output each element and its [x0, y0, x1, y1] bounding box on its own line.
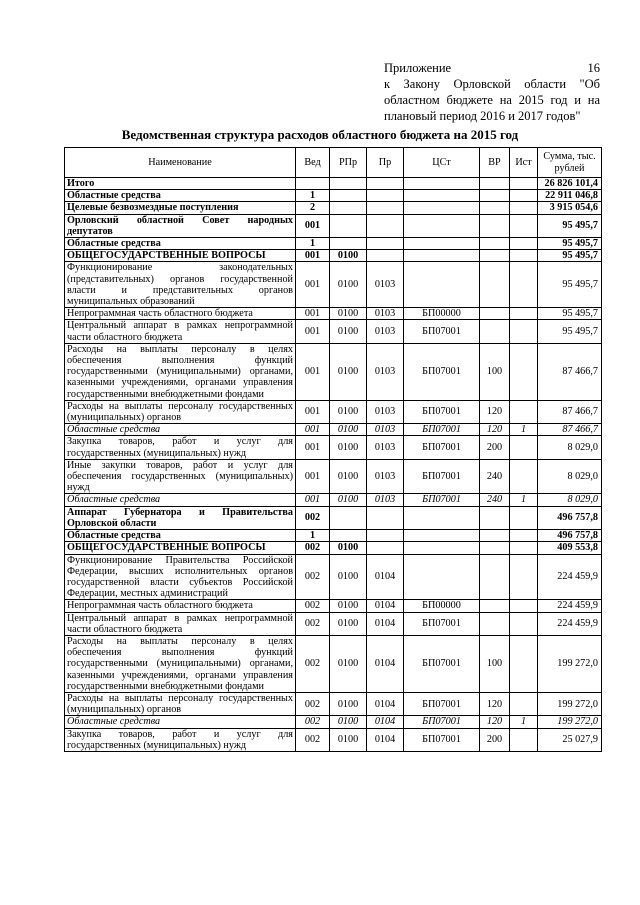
cell-sum: 199 272,0 — [538, 635, 602, 692]
cell-sum: 25 027,9 — [538, 728, 602, 751]
cell-ved — [296, 178, 330, 190]
cell-cst — [404, 190, 480, 202]
cell-name: Областные средства — [65, 190, 296, 202]
cell-cst: БП00000 — [404, 308, 480, 320]
cell-name: Центральный аппарат в рамках непрограммной части областного бюджета — [65, 320, 296, 343]
table-row — [65, 692, 602, 715]
cell-pr — [367, 238, 404, 250]
cell-ist — [510, 308, 538, 320]
cell-vr: 100 — [480, 343, 510, 400]
cell-pr: 0104 — [367, 716, 404, 728]
cell-ist — [510, 459, 538, 494]
cell-rpr: 0100 — [330, 728, 367, 751]
table-row — [65, 494, 602, 506]
table-row — [65, 716, 602, 728]
cell-name: Функционирование законодательных (представительных) органов государственной власти и представительных органов муниципальных образований — [65, 262, 296, 308]
cell-name: Расходы на выплаты персоналу в целях обеспечения выполнения функций государственными (муниципальными) органами, казенными учреждениями, органами управления государственными внебюджетными фондами — [65, 635, 296, 692]
cell-sum: 26 826 101,4 — [538, 178, 602, 190]
cell-pr: 0103 — [367, 459, 404, 494]
cell-cst: БП07001 — [404, 728, 480, 751]
cell-ist — [510, 635, 538, 692]
appendix-line: областном бюджете на 2015 год и на — [384, 93, 600, 107]
cell-sum: 3 915 054,6 — [538, 202, 602, 214]
cell-ved: 1 — [296, 190, 330, 202]
cell-cst: БП07001 — [404, 612, 480, 635]
cell-rpr: 0100 — [330, 554, 367, 600]
cell-rpr: 0100 — [330, 716, 367, 728]
cell-vr — [480, 600, 510, 612]
cell-pr — [367, 214, 404, 237]
cell-ved: 002 — [296, 542, 330, 554]
cell-vr: 120 — [480, 400, 510, 423]
cell-rpr: 0100 — [330, 600, 367, 612]
cell-ist — [510, 728, 538, 751]
cell-cst — [404, 202, 480, 214]
cell-sum: 87 466,7 — [538, 424, 602, 436]
appendix-note — [384, 60, 600, 124]
cell-cst — [404, 214, 480, 237]
cell-sum: 8 029,0 — [538, 459, 602, 494]
cell-pr: 0104 — [367, 600, 404, 612]
table-row — [65, 424, 602, 436]
cell-vr — [480, 612, 510, 635]
cell-ved: 002 — [296, 692, 330, 715]
table-row — [65, 320, 602, 343]
cell-ved: 001 — [296, 424, 330, 436]
cell-pr — [367, 190, 404, 202]
cell-ist — [510, 506, 538, 529]
cell-cst: БП07001 — [404, 436, 480, 459]
cell-vr — [480, 250, 510, 262]
cell-pr — [367, 250, 404, 262]
cell-cst — [404, 238, 480, 250]
cell-vr: 120 — [480, 424, 510, 436]
cell-name: Расходы на выплаты персоналу в целях обеспечения выполнения функций государственными (муниципальными) органами, казенными учреждениями, органами управления государственными внебюджетными фондами — [65, 343, 296, 400]
cell-pr — [367, 506, 404, 529]
cell-rpr: 0100 — [330, 250, 367, 262]
cell-sum: 87 466,7 — [538, 400, 602, 423]
appendix-line: к Закону Орловской области "Об — [384, 77, 600, 91]
cell-cst: БП07001 — [404, 459, 480, 494]
cell-ist — [510, 436, 538, 459]
cell-ist — [510, 400, 538, 423]
cell-ved: 001 — [296, 436, 330, 459]
table-row — [65, 436, 602, 459]
cell-ved: 001 — [296, 343, 330, 400]
cell-name: Аппарат Губернатора и Правительства Орловской области — [65, 506, 296, 529]
cell-ist — [510, 250, 538, 262]
cell-ist — [510, 542, 538, 554]
cell-name: Функционирование Правительства Российской Федерации, высших исполнительных органов государственной власти субъектов Российской Федерации, местных администраций — [65, 554, 296, 600]
cell-name: Областные средства — [65, 238, 296, 250]
table-row — [65, 600, 602, 612]
cell-cst: БП07001 — [404, 692, 480, 715]
col-header-pr: Пр — [367, 148, 404, 178]
table-row — [65, 400, 602, 423]
table-row — [65, 262, 602, 308]
cell-vr — [480, 530, 510, 542]
cell-rpr — [330, 530, 367, 542]
cell-name: Иные закупки товаров, работ и услуг для обеспечения государственных (муниципальных) нужд — [65, 459, 296, 494]
cell-cst — [404, 554, 480, 600]
cell-vr: 200 — [480, 436, 510, 459]
cell-sum: 87 466,7 — [538, 343, 602, 400]
col-header-sum: Сумма, тыс. рублей — [538, 148, 602, 178]
cell-pr: 0104 — [367, 692, 404, 715]
table-row — [65, 459, 602, 494]
cell-pr — [367, 202, 404, 214]
cell-vr — [480, 214, 510, 237]
cell-sum: 8 029,0 — [538, 494, 602, 506]
cell-cst — [404, 506, 480, 529]
cell-pr: 0103 — [367, 436, 404, 459]
cell-name: Закупка товаров, работ и услуг для государственных (муниципальных) нужд — [65, 436, 296, 459]
col-header-name: Наименование — [65, 148, 296, 178]
cell-vr — [480, 320, 510, 343]
cell-sum: 224 459,9 — [538, 554, 602, 600]
cell-ist — [510, 530, 538, 542]
cell-sum: 224 459,9 — [538, 600, 602, 612]
cell-ved: 002 — [296, 716, 330, 728]
appendix-line: плановый период 2016 и 2017 годов" — [384, 109, 581, 123]
cell-pr: 0103 — [367, 400, 404, 423]
cell-cst: БП07001 — [404, 635, 480, 692]
table-row — [65, 530, 602, 542]
cell-rpr: 0100 — [330, 308, 367, 320]
header-row — [65, 148, 602, 178]
cell-rpr — [330, 506, 367, 529]
cell-sum: 496 757,8 — [538, 506, 602, 529]
cell-cst: БП07001 — [404, 716, 480, 728]
cell-rpr — [330, 238, 367, 250]
cell-ist: 1 — [510, 716, 538, 728]
table-row — [65, 250, 602, 262]
cell-cst — [404, 542, 480, 554]
cell-ist — [510, 320, 538, 343]
cell-sum: 22 911 046,8 — [538, 190, 602, 202]
cell-sum: 496 757,8 — [538, 530, 602, 542]
cell-pr: 0104 — [367, 635, 404, 692]
cell-sum: 199 272,0 — [538, 692, 602, 715]
cell-rpr: 0100 — [330, 542, 367, 554]
cell-ved: 1 — [296, 238, 330, 250]
cell-cst: БП07001 — [404, 343, 480, 400]
cell-ved: 002 — [296, 554, 330, 600]
cell-name: Целевые безвозмездные поступления — [65, 202, 296, 214]
cell-name: Областные средства — [65, 530, 296, 542]
cell-rpr: 0100 — [330, 400, 367, 423]
col-header-cst: ЦСт — [404, 148, 480, 178]
cell-pr: 0104 — [367, 612, 404, 635]
cell-ist — [510, 214, 538, 237]
appendix-line: Приложение 16 — [384, 61, 600, 75]
cell-vr — [480, 190, 510, 202]
table-row — [65, 554, 602, 600]
cell-ist — [510, 343, 538, 400]
cell-ved: 001 — [296, 400, 330, 423]
cell-ved: 002 — [296, 728, 330, 751]
cell-vr: 240 — [480, 494, 510, 506]
budget-table — [64, 147, 602, 752]
cell-ved: 001 — [296, 214, 330, 237]
table-row — [65, 202, 602, 214]
cell-cst — [404, 530, 480, 542]
cell-pr — [367, 530, 404, 542]
cell-name: Областные средства — [65, 716, 296, 728]
cell-vr — [480, 308, 510, 320]
table-row — [65, 635, 602, 692]
cell-pr — [367, 542, 404, 554]
table-row — [65, 728, 602, 751]
cell-vr: 120 — [480, 716, 510, 728]
cell-name: Непрограммная часть областного бюджета — [65, 308, 296, 320]
cell-sum: 95 495,7 — [538, 250, 602, 262]
cell-rpr: 0100 — [330, 320, 367, 343]
cell-ist — [510, 262, 538, 308]
cell-name: Областные средства — [65, 424, 296, 436]
col-header-vr: ВР — [480, 148, 510, 178]
cell-pr: 0104 — [367, 728, 404, 751]
cell-ist — [510, 238, 538, 250]
cell-ved: 001 — [296, 308, 330, 320]
cell-ved: 001 — [296, 250, 330, 262]
table-row — [65, 308, 602, 320]
cell-cst — [404, 250, 480, 262]
cell-name: Расходы на выплаты персоналу государственных (муниципальных) органов — [65, 692, 296, 715]
cell-sum: 409 553,8 — [538, 542, 602, 554]
table-row — [65, 178, 602, 190]
cell-cst: БП07001 — [404, 494, 480, 506]
cell-ist: 1 — [510, 494, 538, 506]
cell-vr — [480, 178, 510, 190]
cell-sum: 95 495,7 — [538, 214, 602, 237]
cell-ved: 2 — [296, 202, 330, 214]
cell-rpr — [330, 214, 367, 237]
cell-cst: БП07001 — [404, 320, 480, 343]
cell-pr: 0103 — [367, 494, 404, 506]
cell-rpr: 0100 — [330, 494, 367, 506]
cell-rpr: 0100 — [330, 424, 367, 436]
cell-name: Итого — [65, 178, 296, 190]
cell-rpr: 0100 — [330, 612, 367, 635]
cell-vr — [480, 542, 510, 554]
table-row — [65, 238, 602, 250]
table-row — [65, 343, 602, 400]
cell-pr — [367, 178, 404, 190]
cell-rpr — [330, 202, 367, 214]
table-body — [65, 178, 602, 752]
cell-vr: 120 — [480, 692, 510, 715]
cell-ist — [510, 178, 538, 190]
cell-rpr: 0100 — [330, 436, 367, 459]
cell-vr — [480, 238, 510, 250]
cell-ist — [510, 692, 538, 715]
cell-ist — [510, 190, 538, 202]
cell-cst: БП07001 — [404, 400, 480, 423]
cell-rpr — [330, 178, 367, 190]
table-row — [65, 190, 602, 202]
cell-rpr: 0100 — [330, 262, 367, 308]
cell-name: Центральный аппарат в рамках непрограммной части областного бюджета — [65, 612, 296, 635]
cell-cst — [404, 178, 480, 190]
cell-sum: 224 459,9 — [538, 612, 602, 635]
cell-name: Орловский областной Совет народных депутатов — [65, 214, 296, 237]
cell-ved: 1 — [296, 530, 330, 542]
cell-ved: 002 — [296, 612, 330, 635]
cell-pr: 0104 — [367, 554, 404, 600]
table-row — [65, 506, 602, 529]
cell-sum: 8 029,0 — [538, 436, 602, 459]
cell-cst: БП00000 — [404, 600, 480, 612]
cell-name: Закупка товаров, работ и услуг для государственных (муниципальных) нужд — [65, 728, 296, 751]
cell-vr — [480, 506, 510, 529]
cell-name: Областные средства — [65, 494, 296, 506]
cell-ved: 001 — [296, 320, 330, 343]
cell-ist — [510, 202, 538, 214]
cell-pr: 0103 — [367, 343, 404, 400]
cell-pr: 0103 — [367, 262, 404, 308]
cell-ist — [510, 612, 538, 635]
table-row — [65, 612, 602, 635]
cell-rpr: 0100 — [330, 343, 367, 400]
table-row — [65, 214, 602, 237]
cell-ved: 001 — [296, 262, 330, 308]
cell-ved: 002 — [296, 635, 330, 692]
col-header-ved: Вед — [296, 148, 330, 178]
cell-vr — [480, 554, 510, 600]
cell-name: ОБЩЕГОСУДАРСТВЕННЫЕ ВОПРОСЫ — [65, 250, 296, 262]
cell-sum: 95 495,7 — [538, 320, 602, 343]
cell-ved: 002 — [296, 600, 330, 612]
cell-ved: 002 — [296, 506, 330, 529]
cell-cst — [404, 262, 480, 308]
cell-pr: 0103 — [367, 320, 404, 343]
cell-name: ОБЩЕГОСУДАРСТВЕННЫЕ ВОПРОСЫ — [65, 542, 296, 554]
cell-sum: 95 495,7 — [538, 238, 602, 250]
cell-vr — [480, 202, 510, 214]
cell-sum: 199 272,0 — [538, 716, 602, 728]
cell-ist — [510, 600, 538, 612]
cell-cst: БП07001 — [404, 424, 480, 436]
table-row — [65, 542, 602, 554]
cell-sum: 95 495,7 — [538, 308, 602, 320]
cell-rpr: 0100 — [330, 459, 367, 494]
cell-sum: 95 495,7 — [538, 262, 602, 308]
cell-pr: 0103 — [367, 308, 404, 320]
cell-name: Непрограммная часть областного бюджета — [65, 600, 296, 612]
cell-ist — [510, 554, 538, 600]
cell-rpr — [330, 190, 367, 202]
cell-vr: 100 — [480, 635, 510, 692]
col-header-ist: Ист — [510, 148, 538, 178]
cell-rpr: 0100 — [330, 635, 367, 692]
cell-vr: 200 — [480, 728, 510, 751]
cell-rpr: 0100 — [330, 692, 367, 715]
cell-vr — [480, 262, 510, 308]
cell-ved: 001 — [296, 459, 330, 494]
col-header-rpr: РПр — [330, 148, 367, 178]
page-title: Ведомственная структура расходов областного бюджета на 2015 год — [121, 127, 519, 142]
cell-ist: 1 — [510, 424, 538, 436]
cell-ved: 001 — [296, 494, 330, 506]
cell-name: Расходы на выплаты персоналу государственных (муниципальных) органов — [65, 400, 296, 423]
cell-vr: 240 — [480, 459, 510, 494]
cell-pr: 0103 — [367, 424, 404, 436]
